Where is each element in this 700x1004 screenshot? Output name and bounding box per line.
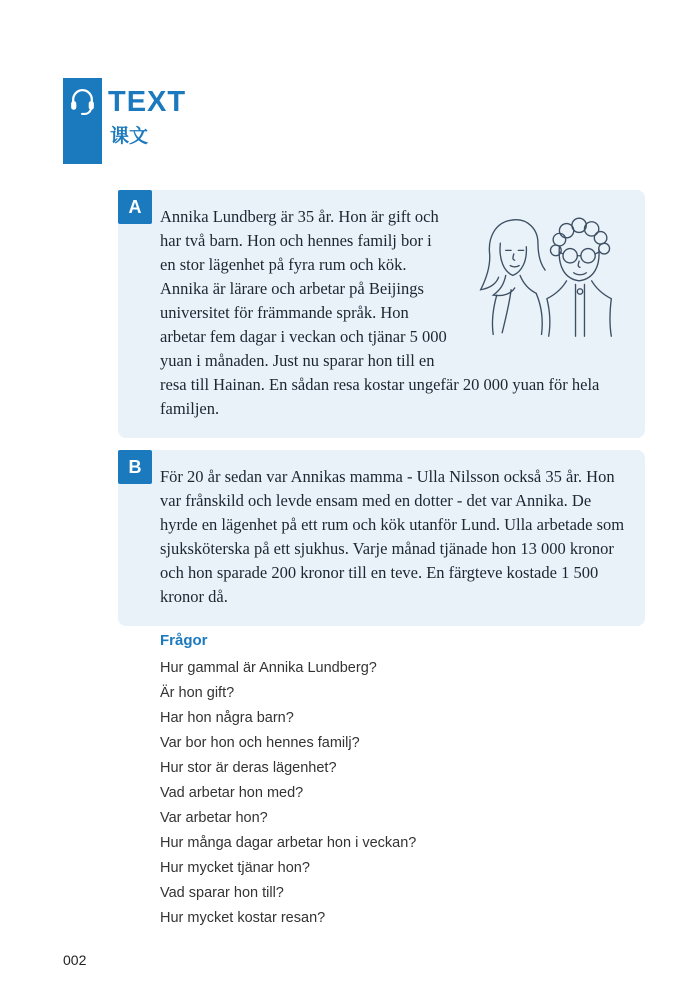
passage-box-a: [118, 190, 645, 438]
page-title: TEXT: [108, 86, 187, 118]
question-item: Hur gammal är Annika Lundberg?: [160, 660, 377, 676]
passage-text-a: Annika Lundberg är 35 år. Hon är gift och har två barn. Hon och hennes familj bor i en stor lägenhet på fyra rum och kök. Annika är lärare och arbetar på Beijings universitet för främmande språk. Hon arbetar fem dagar i veckan och tjänar 5 000 yuan i månaden. Just nu sparar hon till en resa till Hainan. En sådan resa kostar ungefär 20 000 yuan för hela familjen.: [160, 207, 600, 418]
page-subtitle-chinese: 课文: [110, 126, 149, 147]
question-item: Hur stor är deras lägenhet?: [160, 760, 337, 776]
question-item: Hur mycket kostar resan?: [160, 910, 326, 926]
question-item: Var arbetar hon?: [160, 810, 268, 826]
questions-heading: Frågor: [160, 632, 208, 649]
section-label-b: B: [118, 450, 152, 484]
question-item: Hur många dagar arbetar hon i veckan?: [160, 835, 417, 851]
question-item: Vad arbetar hon med?: [160, 785, 304, 801]
question-item: Var bor hon och hennes familj?: [160, 735, 360, 751]
questions-list: [160, 656, 640, 931]
section-label-a: A: [118, 190, 152, 224]
question-item: Vad sparar hon till?: [160, 885, 284, 901]
header-icon-block: [63, 78, 102, 164]
question-item: Har hon några barn?: [160, 710, 294, 726]
question-item: Är hon gift?: [160, 685, 235, 701]
two-women-illustration: [461, 205, 631, 353]
page-number: 002: [63, 952, 87, 968]
passage-box-b: [118, 450, 645, 626]
questions-section: [160, 632, 640, 931]
passage-text-b: För 20 år sedan var Annikas mamma - Ulla Nilsson också 35 år. Hon var frånskild och levde ensam med en dotter - det var Annika. De hyrde en lägenhet på ett rum och kök utanför Lund. Ulla arbetade som sjuksköterska på ett sjukhus. Varje månad tjänade hon 13 000 kronor och hon sparade 200 kronor till en teve. En färgteve kostade 1 500 kronor då.: [160, 467, 625, 606]
question-item: Hur mycket tjänar hon?: [160, 860, 310, 876]
